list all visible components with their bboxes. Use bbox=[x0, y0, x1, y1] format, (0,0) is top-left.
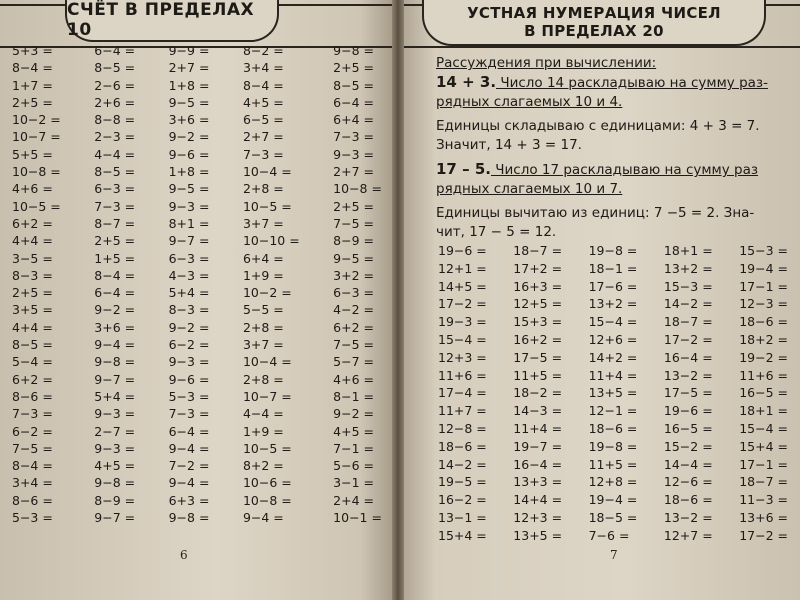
exercise-item: 9−5 = bbox=[168, 94, 210, 110]
exercise-item: 2+8 = bbox=[242, 371, 284, 387]
exercise-item: 15+3 = bbox=[513, 314, 563, 330]
exercise-item: 18−7 = bbox=[513, 243, 563, 258]
explanation-block bbox=[436, 54, 796, 242]
exercise-item: 14−2 = bbox=[663, 296, 713, 312]
exercise-item: 19−4 = bbox=[588, 492, 638, 508]
exercise-item: 12+7 = bbox=[663, 527, 713, 543]
exercise-item: 17−1 = bbox=[739, 456, 788, 472]
exercise-item: 8−3 = bbox=[168, 302, 210, 318]
exercise-item: 10−4 = bbox=[242, 164, 292, 180]
exercise-item: 14−4 = bbox=[663, 456, 713, 472]
exercise-item: 16+2 = bbox=[513, 331, 563, 347]
exercise-item: 16−4 = bbox=[513, 456, 563, 472]
exercise-item: 3−5 = bbox=[12, 250, 53, 266]
exercise-item: 12+3 = bbox=[513, 509, 563, 525]
right-column-1 bbox=[438, 242, 487, 545]
exercise-item: 18+1 = bbox=[663, 243, 713, 258]
left-column-3 bbox=[169, 42, 210, 526]
exercise-item: 9−3 = bbox=[168, 198, 210, 214]
exercise-item: 11+5 = bbox=[513, 367, 563, 383]
exercise-item: 7−5 = bbox=[333, 215, 374, 231]
exercise-item: 9−5 = bbox=[333, 250, 374, 266]
exercise-item: 11+6 = bbox=[739, 367, 788, 383]
exercise-item: 9−8 = bbox=[94, 475, 136, 491]
exercise-item: 10−8 = bbox=[12, 164, 61, 180]
example-2-line-2: рядных слагаемых 10 и 7. bbox=[436, 181, 623, 197]
exercise-item: 1+9 = bbox=[242, 423, 284, 439]
exercise-item: 2+4 = bbox=[333, 492, 374, 508]
exercise-item: 8−7 = bbox=[94, 215, 136, 231]
exercise-item: 1+8 = bbox=[168, 164, 210, 180]
exercise-item: 4+5 = bbox=[333, 423, 374, 439]
exercise-item: 9−3 = bbox=[94, 406, 136, 422]
exercise-item: 6−5 = bbox=[242, 112, 284, 128]
exercise-item: 8−2 = bbox=[242, 43, 284, 58]
exercise-item: 10−4 = bbox=[242, 354, 292, 370]
exercise-item: 5−5 = bbox=[242, 302, 284, 318]
exercise-item: 19−5 = bbox=[438, 474, 487, 490]
exercise-item: 5+4 = bbox=[94, 388, 136, 404]
exercise-item: 11−3 = bbox=[739, 492, 788, 508]
exercise-item: 9−8 = bbox=[94, 354, 136, 370]
exercise-item: 4−3 = bbox=[168, 267, 210, 283]
example-1-result: Значит, 14 + 3 = 17. bbox=[436, 137, 582, 153]
exercise-item: 4+4 = bbox=[12, 319, 53, 335]
right-title-line-1: УСТНАЯ НУМЕРАЦИЯ ЧИСЕЛ bbox=[467, 4, 721, 22]
intro-heading: Рассуждения при вычислении: bbox=[436, 55, 657, 71]
exercise-item: 19−2 = bbox=[739, 349, 788, 365]
exercise-item: 5+5 = bbox=[12, 146, 53, 162]
exercise-item: 18−7 = bbox=[663, 314, 713, 330]
exercise-item: 10−2 = bbox=[12, 112, 61, 128]
exercise-item: 11+4 = bbox=[513, 420, 563, 436]
exercise-item: 9−2 = bbox=[333, 406, 374, 422]
example-1-text: Число 14 раскладываю на сумму раз- bbox=[496, 75, 768, 91]
exercise-item: 8+2 = bbox=[242, 458, 284, 474]
example-1-units: Единицы складываю с единицами: 4 + 3 = 7. bbox=[436, 118, 760, 134]
exercise-item: 6−3 = bbox=[94, 181, 136, 197]
exercise-item: 3+7 = bbox=[242, 215, 284, 231]
exercise-item: 1+7 = bbox=[12, 77, 53, 93]
exercise-item: 17−6 = bbox=[588, 278, 638, 294]
exercise-item: 6−4 = bbox=[94, 285, 136, 301]
exercise-item: 10−6 = bbox=[242, 475, 292, 491]
exercise-item: 17−1 = bbox=[739, 278, 788, 294]
exercise-item: 8−4 = bbox=[12, 458, 53, 474]
exercise-item: 7−6 = bbox=[588, 527, 630, 543]
right-column-4 bbox=[664, 242, 713, 545]
example-2-result: чит, 17 − 5 = 12. bbox=[436, 224, 557, 240]
exercise-item: 13+6 = bbox=[739, 509, 788, 525]
exercise-item: 17−4 = bbox=[438, 385, 487, 401]
exercise-item: 19−4 = bbox=[739, 260, 788, 276]
right-column-2 bbox=[513, 242, 562, 545]
exercise-item: 18−6 = bbox=[739, 314, 788, 330]
exercise-item: 7−3 = bbox=[333, 129, 374, 145]
exercise-item: 15−2 = bbox=[663, 438, 713, 454]
exercise-item: 18−6 = bbox=[588, 420, 638, 436]
left-column-4 bbox=[243, 42, 300, 526]
exercise-item: 19−6 = bbox=[438, 243, 487, 258]
exercise-item: 19−6 = bbox=[663, 403, 713, 419]
exercise-item: 7−3 = bbox=[168, 406, 210, 422]
exercise-item: 13+5 = bbox=[588, 385, 638, 401]
exercise-item: 2+5 = bbox=[333, 198, 374, 214]
exercise-item: 5−6 = bbox=[333, 458, 374, 474]
exercise-item: 9−8 = bbox=[168, 510, 210, 526]
exercise-item: 15−4 = bbox=[588, 314, 638, 330]
right-column-5 bbox=[739, 242, 788, 545]
exercise-item: 13+2 = bbox=[588, 296, 638, 312]
exercise-item: 9−3 = bbox=[168, 354, 210, 370]
exercise-item: 18+2 = bbox=[739, 331, 788, 347]
exercise-item: 18−1 = bbox=[588, 260, 638, 276]
exercise-item: 13+2 = bbox=[663, 260, 713, 276]
exercise-item: 3+7 = bbox=[242, 337, 284, 353]
exercise-item: 7−3 = bbox=[242, 146, 284, 162]
exercise-item: 18−5 = bbox=[588, 509, 638, 525]
exercise-item: 6+2 = bbox=[333, 319, 374, 335]
exercise-item: 17−2 = bbox=[739, 527, 788, 543]
left-page bbox=[0, 0, 392, 600]
exercise-item: 16−5 = bbox=[739, 385, 788, 401]
exercise-item: 13−2 = bbox=[663, 367, 713, 383]
exercise-item: 5+3 = bbox=[12, 43, 53, 58]
exercise-item: 11+6 = bbox=[438, 367, 487, 383]
exercise-item: 10−7 = bbox=[242, 388, 292, 404]
exercise-item: 10−8 = bbox=[333, 181, 382, 197]
exercise-item: 10−5 = bbox=[12, 198, 61, 214]
exercise-item: 1+9 = bbox=[242, 267, 284, 283]
exercise-item: 15+4 = bbox=[739, 438, 788, 454]
exercise-item: 4+4 = bbox=[12, 233, 53, 249]
exercise-item: 8−3 = bbox=[12, 267, 53, 283]
exercise-item: 6+3 = bbox=[168, 492, 210, 508]
exercise-item: 14+4 = bbox=[513, 492, 563, 508]
exercise-item: 6−4 = bbox=[94, 43, 136, 58]
exercise-item: 8+1 = bbox=[168, 215, 210, 231]
exercise-item: 17+2 = bbox=[513, 260, 563, 276]
exercise-item: 7−3 = bbox=[12, 406, 53, 422]
exercise-item: 16−2 = bbox=[438, 492, 487, 508]
exercise-item: 6−4 = bbox=[168, 423, 210, 439]
exercise-item: 18−7 = bbox=[739, 474, 788, 490]
exercise-item: 6−2 = bbox=[168, 337, 210, 353]
exercise-item: 2−3 = bbox=[94, 129, 136, 145]
example-2-units: Единицы вычитаю из единиц: 7 −5 = 2. Зна- bbox=[436, 205, 755, 221]
exercise-item: 2+5 = bbox=[12, 94, 53, 110]
exercise-item: 1+5 = bbox=[94, 250, 136, 266]
exercise-item: 15−3 = bbox=[663, 278, 713, 294]
exercise-item: 8−5 = bbox=[94, 60, 136, 76]
exercise-item: 3+6 = bbox=[168, 112, 210, 128]
exercise-item: 5+4 = bbox=[168, 285, 210, 301]
exercise-item: 8−4 = bbox=[12, 60, 53, 76]
exercise-item: 18+1 = bbox=[739, 403, 788, 419]
exercise-item: 16−5 = bbox=[663, 420, 713, 436]
exercise-item: 9−4 = bbox=[168, 475, 210, 491]
exercise-item: 4−4 = bbox=[242, 406, 284, 422]
exercise-item: 2+8 = bbox=[242, 319, 284, 335]
exercise-item: 8−9 = bbox=[94, 492, 136, 508]
exercise-item: 4+5 = bbox=[94, 458, 136, 474]
exercise-item: 10−5 = bbox=[242, 440, 292, 456]
exercise-item: 8−8 = bbox=[94, 112, 136, 128]
exercise-item: 18−6 = bbox=[663, 492, 713, 508]
left-header-box bbox=[65, 0, 279, 42]
exercise-item: 5−3 = bbox=[168, 388, 210, 404]
exercise-item: 9−4 = bbox=[242, 510, 284, 526]
exercise-item: 17−2 = bbox=[663, 331, 713, 347]
exercise-item: 3+6 = bbox=[94, 319, 136, 335]
example-1-line-2: рядных слагаемых 10 и 4. bbox=[436, 94, 623, 110]
exercise-item: 4−2 = bbox=[333, 302, 374, 318]
exercise-item: 9−4 = bbox=[168, 440, 210, 456]
exercise-item: 19−7 = bbox=[513, 438, 563, 454]
left-exercise-grid bbox=[12, 42, 382, 526]
exercise-item: 5−3 = bbox=[12, 510, 53, 526]
book-gutter bbox=[392, 0, 404, 600]
exercise-item: 15+4 = bbox=[438, 527, 487, 543]
exercise-item: 18−6 = bbox=[438, 438, 487, 454]
exercise-item: 9−8 = bbox=[333, 43, 374, 58]
exercise-item: 15−4 = bbox=[438, 331, 487, 347]
exercise-item: 16−4 = bbox=[663, 349, 713, 365]
exercise-item: 9−2 = bbox=[168, 129, 210, 145]
exercise-item: 2−7 = bbox=[94, 423, 136, 439]
exercise-item: 10−2 = bbox=[242, 285, 292, 301]
left-column-2 bbox=[94, 42, 135, 526]
right-page bbox=[404, 0, 800, 600]
left-page-number: 6 bbox=[180, 548, 188, 562]
exercise-item: 17−5 = bbox=[513, 349, 563, 365]
exercise-item: 14−3 = bbox=[513, 403, 563, 419]
exercise-item: 6+2 = bbox=[12, 371, 53, 387]
exercise-item: 8−5 = bbox=[12, 337, 53, 353]
exercise-item: 3−1 = bbox=[333, 475, 374, 491]
exercise-item: 2+6 = bbox=[94, 94, 136, 110]
exercise-item: 12+3 = bbox=[438, 349, 487, 365]
exercise-item: 15−4 = bbox=[739, 420, 788, 436]
exercise-item: 9−4 = bbox=[94, 337, 136, 353]
exercise-item: 6−4 = bbox=[333, 94, 374, 110]
exercise-item: 12+8 = bbox=[588, 474, 638, 490]
right-page-number: 7 bbox=[610, 548, 618, 562]
exercise-item: 11+4 = bbox=[588, 367, 638, 383]
exercise-item: 9−3 = bbox=[333, 146, 374, 162]
exercise-item: 8−4 = bbox=[242, 77, 284, 93]
exercise-item: 5−4 = bbox=[12, 354, 53, 370]
exercise-item: 4+5 = bbox=[242, 94, 284, 110]
exercise-item: 7−3 = bbox=[94, 198, 136, 214]
exercise-item: 6+4 = bbox=[242, 250, 284, 266]
exercise-item: 2+8 = bbox=[242, 181, 284, 197]
left-page-title: СЧЁТ В ПРЕДЕЛАХ 10 bbox=[67, 0, 255, 40]
exercise-item: 10−5 = bbox=[242, 198, 292, 214]
exercise-item: 12−3 = bbox=[739, 296, 788, 312]
exercise-item: 4+6 = bbox=[333, 371, 374, 387]
example-2-text: Число 17 раскладываю на сумму раз bbox=[490, 162, 759, 178]
exercise-item: 3+2 = bbox=[333, 267, 374, 283]
exercise-item: 2+5 = bbox=[333, 60, 374, 76]
exercise-item: 12+5 = bbox=[513, 296, 563, 312]
exercise-item: 9−6 = bbox=[168, 371, 210, 387]
example-1-line-1 bbox=[436, 73, 796, 93]
exercise-item: 9−5 = bbox=[168, 181, 210, 197]
exercise-item: 9−2 = bbox=[94, 302, 136, 318]
exercise-item: 12+6 = bbox=[588, 331, 638, 347]
exercise-item: 9−3 = bbox=[94, 440, 136, 456]
exercise-item: 7−5 = bbox=[12, 440, 53, 456]
exercise-item: 12+1 = bbox=[438, 260, 487, 276]
exercise-item: 14+5 = bbox=[438, 278, 487, 294]
right-column-3 bbox=[589, 242, 638, 545]
exercise-item: 12−6 = bbox=[663, 474, 713, 490]
exercise-item: 8−5 = bbox=[333, 77, 374, 93]
exercise-item: 8−4 = bbox=[94, 267, 136, 283]
exercise-item: 8−5 = bbox=[94, 164, 136, 180]
exercise-item: 3+4 = bbox=[242, 60, 284, 76]
exercise-item: 2−6 = bbox=[94, 77, 136, 93]
exercise-item: 1+8 = bbox=[168, 77, 210, 93]
exercise-item: 9−7 = bbox=[94, 510, 136, 526]
exercise-item: 19−8 = bbox=[588, 243, 638, 258]
exercise-item: 4−4 = bbox=[94, 146, 136, 162]
exercise-item: 10−10 = bbox=[242, 233, 300, 249]
exercise-item: 6−3 = bbox=[168, 250, 210, 266]
exercise-item: 12−8 = bbox=[438, 420, 487, 436]
exercise-item: 10−1 = bbox=[333, 510, 382, 526]
exercise-item: 9−9 = bbox=[168, 43, 210, 58]
exercise-item: 9−2 = bbox=[168, 319, 210, 335]
exercise-item: 6−3 = bbox=[333, 285, 374, 301]
exercise-item: 19−8 = bbox=[588, 438, 638, 454]
example-1-label: 14 + 3. bbox=[436, 73, 497, 91]
exercise-item: 2+5 = bbox=[12, 285, 53, 301]
exercise-item: 17−5 = bbox=[663, 385, 713, 401]
exercise-item: 6+2 = bbox=[12, 215, 53, 231]
exercise-item: 2+7 = bbox=[168, 60, 210, 76]
example-2-line-1 bbox=[436, 160, 796, 180]
exercise-item: 10−7 = bbox=[12, 129, 61, 145]
exercise-item: 11+5 = bbox=[588, 456, 638, 472]
exercise-item: 8−1 = bbox=[333, 388, 374, 404]
exercise-item: 13−2 = bbox=[663, 509, 713, 525]
exercise-item: 13+3 = bbox=[513, 474, 563, 490]
exercise-item: 6+4 = bbox=[333, 112, 374, 128]
exercise-item: 16+3 = bbox=[513, 278, 563, 294]
right-title-line-2: В ПРЕДЕЛАХ 20 bbox=[524, 22, 664, 40]
exercise-item: 8−9 = bbox=[333, 233, 374, 249]
exercise-item: 7−5 = bbox=[333, 337, 374, 353]
left-column-1 bbox=[12, 42, 61, 526]
exercise-item: 13+5 = bbox=[513, 527, 563, 543]
exercise-item: 11+7 = bbox=[438, 403, 487, 419]
exercise-item: 19−3 = bbox=[438, 314, 487, 330]
exercise-item: 9−7 = bbox=[94, 371, 136, 387]
exercise-item: 17−2 = bbox=[438, 296, 487, 312]
exercise-item: 2+7 = bbox=[242, 129, 284, 145]
exercise-item: 3+5 = bbox=[12, 302, 53, 318]
exercise-item: 7−1 = bbox=[333, 440, 374, 456]
exercise-item: 9−7 = bbox=[168, 233, 210, 249]
exercise-item: 8−6 = bbox=[12, 492, 53, 508]
exercise-item: 14−2 = bbox=[438, 456, 487, 472]
exercise-item: 13−1 = bbox=[438, 509, 487, 525]
exercise-item: 12−1 = bbox=[588, 403, 638, 419]
exercise-item: 2+7 = bbox=[333, 164, 374, 180]
exercise-item: 3+4 = bbox=[12, 475, 53, 491]
exercise-item: 10−8 = bbox=[242, 492, 292, 508]
exercise-item: 4+6 = bbox=[12, 181, 53, 197]
exercise-item: 15−3 = bbox=[739, 243, 788, 258]
left-column-5 bbox=[333, 42, 382, 526]
exercise-item: 8−6 = bbox=[12, 388, 53, 404]
exercise-item: 2+5 = bbox=[94, 233, 136, 249]
exercise-item: 18−2 = bbox=[513, 385, 563, 401]
right-header-box bbox=[422, 0, 766, 46]
exercise-item: 7−2 = bbox=[168, 458, 210, 474]
example-2-label: 17 – 5. bbox=[436, 160, 491, 178]
exercise-item: 6−2 = bbox=[12, 423, 53, 439]
right-exercise-grid bbox=[438, 242, 788, 545]
exercise-item: 5−7 = bbox=[333, 354, 374, 370]
exercise-item: 9−6 = bbox=[168, 146, 210, 162]
exercise-item: 14+2 = bbox=[588, 349, 638, 365]
